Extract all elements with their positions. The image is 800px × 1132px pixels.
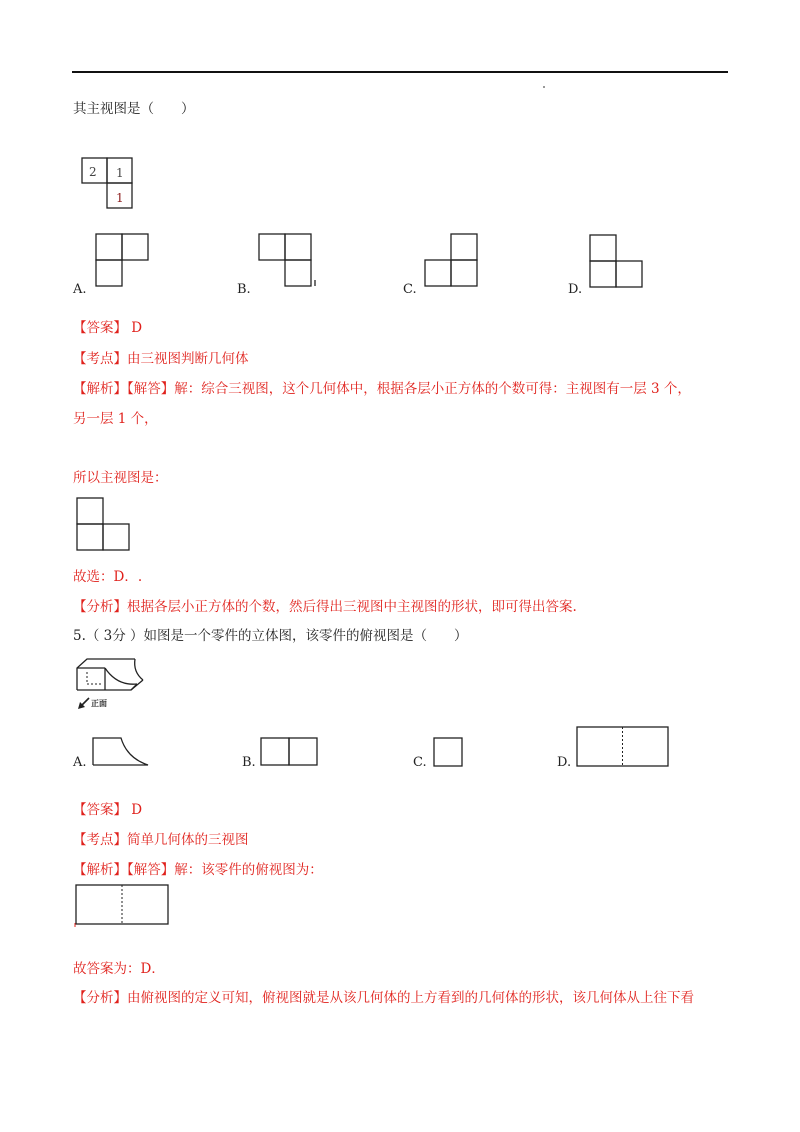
q5-option-c-label: C.: [413, 755, 427, 770]
q5-part-3d-figure: [75, 656, 145, 710]
q5-answer-figure: [76, 885, 172, 929]
q5-jiexi: 【解析】【解答】解：该零件的俯视图为：: [73, 862, 323, 878]
q5-kaodian: 【考点】简单几何体的三视图: [73, 832, 249, 848]
q5-fenxi: 【分析】由俯视图的定义可知，俯视图就是从该几何体的上方看到的几何体的形状，该几何体从上往下看: [73, 990, 694, 1006]
q4-answer-figure: [77, 498, 131, 552]
q4-option-a-figure: [96, 234, 150, 288]
q5-option-d-label: D.: [557, 755, 572, 770]
q4-jiexi-line1: 【解析】【解答】解：综合三视图，这个几何体中，根据各层小正方体的个数可得：主视图有一层 3 个，: [73, 381, 691, 397]
q4-stem: 其主视图是（ ）: [73, 101, 195, 117]
q4-answer: 【答案】 D: [73, 320, 143, 336]
q4-option-b-figure: [259, 234, 319, 288]
q4-option-d-label: D.: [568, 282, 583, 297]
q4-option-d-figure: [590, 235, 644, 289]
q4-option-c-label: C.: [403, 282, 417, 297]
q4-option-c-figure: [425, 234, 479, 288]
q5-front-label: 正面: [91, 698, 107, 708]
q5-option-a-label: A.: [73, 755, 87, 770]
header-dot: [543, 86, 545, 88]
q5-stem: 5.（ 3分 ）如图是一个零件的立体图，该零件的俯视图是（ ）: [73, 628, 468, 644]
q4-option-a-label: A.: [73, 282, 87, 297]
q4-so-text: 所以主视图是：: [73, 470, 168, 486]
q5-option-b-figure: [261, 738, 319, 768]
q5-conclusion: 故答案为：D．: [73, 961, 165, 977]
q4-number-2: 2: [89, 165, 97, 179]
q4-kaodian: 【考点】由三视图判断几何体: [73, 351, 249, 367]
q4-choose: 故选：D．.: [73, 569, 143, 585]
q5-option-b-label: B.: [242, 755, 256, 770]
q5-answer: 【答案】 D: [73, 802, 143, 818]
q5-option-c-figure: [434, 738, 464, 768]
q4-jiexi-line2: 另一层 1 个，: [73, 411, 158, 427]
q4-number-1b: 1: [116, 191, 124, 205]
q4-option-b-label: B.: [237, 282, 251, 297]
header-rule: [72, 71, 728, 73]
q4-fenxi: 【分析】根据各层小正方体的个数，然后得出三视图中主视图的形状，即可得出答案.: [73, 599, 577, 615]
q5-option-a-figure: [93, 738, 151, 768]
q5-option-d-figure: [577, 727, 671, 769]
q4-number-1a: 1: [116, 166, 124, 180]
